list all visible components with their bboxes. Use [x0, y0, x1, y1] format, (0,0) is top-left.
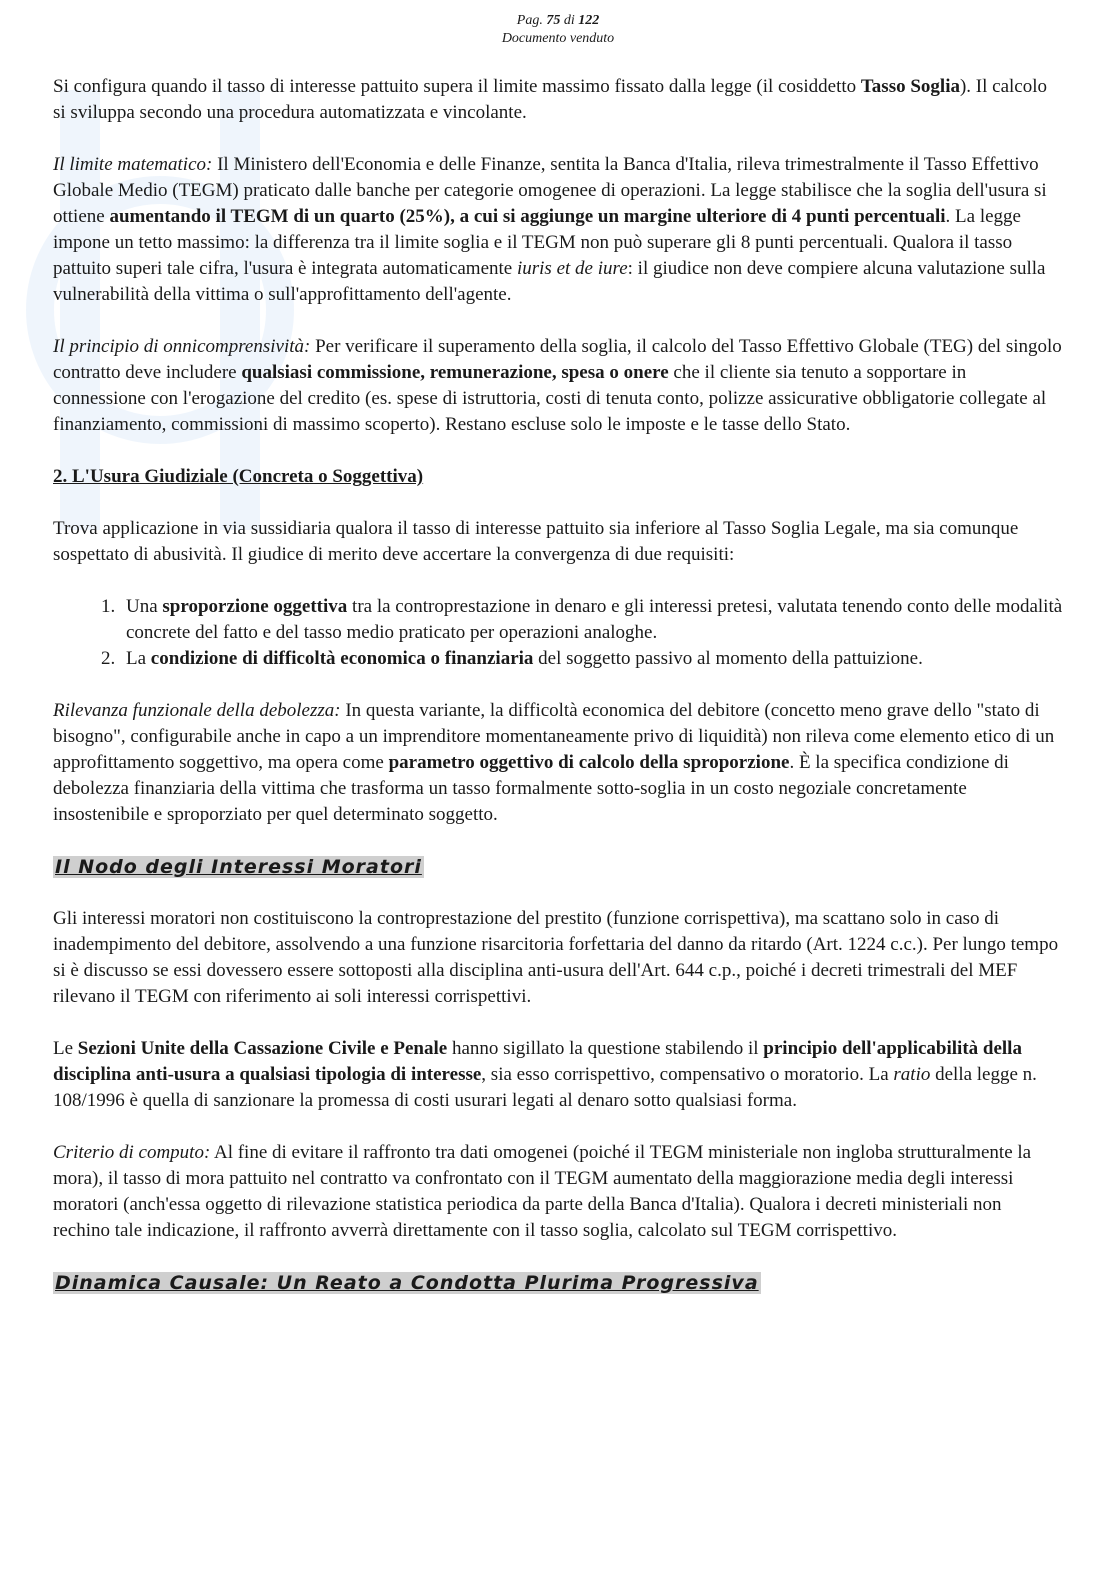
- bold-text: qualsiasi commissione, remunerazione, spesa o onere: [241, 362, 669, 383]
- text-run: Si configura quando il tasso di interesse pattuito supera il limite massimo fissato dalla legge (il cosiddetto: [53, 76, 861, 97]
- text-run: del soggetto passivo al momento della pattuizione.: [533, 648, 923, 669]
- paragraph: [53, 334, 1063, 438]
- text-run: ). Il calcolo si sviluppa secondo una procedura automatizzata e vincolante.: [53, 76, 1048, 123]
- highlighted-heading: [53, 1270, 1063, 1296]
- text-run: La: [126, 648, 151, 669]
- text-run: che il cliente sia tenuto a sopportare in connessione con l'erogazione del credito (es. spese di istruttoria, costi di tenuta conto, polizze assicurative obbligatorie collegate al finanziamento, commissioni di massimo scoperto). Restano escluse solo le imposte e le tasse dello Stato.: [53, 362, 1047, 435]
- document-status: Documento venduto: [501, 31, 615, 46]
- text-run: . È la specifica condizione di debolezza finanziaria della vittima che trasforma un tasso formalmente sotto-soglia in un costo negoziale concretamente insostenibile e sproporziato per quel determinato soggetto.: [53, 752, 1009, 825]
- text-run: Il Ministero dell'Economia e delle Finanze, sentita la Banca d'Italia, rileva trimestralmente il Tasso Effettivo Globale Medio (TEGM) praticato dalle banche per categorie omogenee di operazioni. La legge stabilisce che la soglia dell'usura si ottiene: [53, 154, 1047, 227]
- text-run: tra la controprestazione in denaro e gli interessi pretesi, valutata tenendo conto delle modalità concrete del fatto e del tasso medio praticato per operazioni analoghe.: [126, 596, 1063, 643]
- list-item: [120, 646, 1063, 672]
- bold-text: condizione di difficoltà economica o finanziaria: [150, 648, 534, 669]
- section-heading-text: 2. L'Usura Giudiziale (Concreta o Soggettiva): [53, 466, 424, 487]
- bold-text: parametro oggettivo di calcolo della sproporzione: [388, 752, 790, 773]
- paragraph: [53, 906, 1063, 1010]
- italic-text: Il limite matematico:: [53, 154, 213, 175]
- text-run: Trova applicazione in via sussidiaria qualora il tasso di interesse pattuito sia inferiore al Tasso Soglia Legale, ma sia comunque sospettato di abusività. Il giudice di merito deve accertare la convergenza di due requisiti:: [53, 518, 1019, 565]
- bold-text: sproporzione oggettiva: [162, 596, 348, 617]
- highlighted-heading-text: Il Nodo degli Interessi Moratori: [55, 856, 422, 878]
- document-body: [53, 74, 1063, 1322]
- italic-text: iuris et de iure: [516, 258, 628, 279]
- text-run: Per verificare il superamento della soglia, il calcolo del Tasso Effettivo Globale (TEG) del singolo contratto deve includere: [53, 336, 1062, 383]
- bold-text: Sezioni Unite della Cassazione Civile e Penale: [77, 1038, 448, 1059]
- text-run: Una: [126, 596, 163, 617]
- text-run: hanno sigillato la questione stabilendo il: [447, 1038, 764, 1059]
- text-run: . La legge impone un tetto massimo: la differenza tra il limite soglia e il TEGM non può superare gli 8 punti percentuali. Qualora il tasso pattuito superi tale cifra, l'usura è integrata automaticamente: [53, 206, 1021, 279]
- paragraph: [53, 74, 1063, 126]
- bold-text: aumentando il TEGM di un quarto (25%), a cui si aggiunge un margine ulteriore di 4 punti percentuali: [109, 206, 946, 227]
- bold-text: principio dell'applicabilità della disciplina anti-usura a qualsiasi tipologia di interesse: [53, 1038, 1022, 1085]
- italic-text: ratio: [893, 1064, 931, 1085]
- highlighted-heading: [53, 854, 1063, 880]
- paragraph: [53, 152, 1063, 308]
- text-run: della legge n. 108/1996 è quella di sanzionare la promessa di costi usurari legati al denaro sotto qualsiasi forma.: [53, 1064, 1037, 1111]
- italic-text: Criterio di computo:: [53, 1142, 211, 1163]
- text-run: : il giudice non deve compiere alcuna valutazione sulla vulnerabilità della vittima o sull'approfittamento dell'agente.: [53, 258, 1046, 305]
- italic-text: Rilevanza funzionale della debolezza:: [53, 700, 341, 721]
- text-run: Gli interessi moratori non costituiscono la controprestazione del prestito (funzione corrispettiva), ma scattano solo in caso di inadempimento del debitore, assolvendo a una funzione risarcitoria forfettaria del danno da ritardo (Art. 1224 c.c.). Per lungo tempo si è discusso se essi dovessero essere sottoposti alla disciplina anti-usura dell'Art. 644 c.p., poiché i decreti trimestrali del MEF rilevano il TEGM con riferimento ai soli interessi corrispettivi.: [53, 908, 1059, 1007]
- list-item: [120, 594, 1063, 646]
- section-heading: [53, 464, 1063, 490]
- text-run: Le: [53, 1038, 78, 1059]
- bold-text: Tasso Soglia: [860, 76, 960, 97]
- paragraph: [53, 1036, 1063, 1114]
- highlighted-heading-text: Dinamica Causale: Un Reato a Condotta Plurima Progressiva: [55, 1272, 759, 1294]
- requirements-list: [53, 594, 1063, 672]
- text-run: , sia esso corrispettivo, compensativo o moratorio. La: [481, 1064, 894, 1085]
- page-header: [0, 12, 1116, 48]
- paragraph: [53, 1140, 1063, 1244]
- paragraph: [53, 698, 1063, 828]
- italic-text: Il principio di onnicomprensività:: [53, 336, 311, 357]
- text-run: Al fine di evitare il raffronto tra dati omogenei (poiché il TEGM ministeriale non ingloba strutturalmente la mora), il tasso di mora pattuito nel contratto va confrontato con il TEGM aumentato della maggiorazione media degli interessi moratori (anch'essa oggetto di rilevazione statistica periodica da parte della Banca d'Italia). Qualora i decreti ministeriali non rechino tale indicazione, il raffronto avverrà direttamente con il tasso soglia, calcolato sul TEGM corrispettivo.: [53, 1142, 1032, 1241]
- text-run: In questa variante, la difficoltà economica del debitore (concetto meno grave dello "stato di bisogno", configurabile anche in capo a un imprenditore momentaneamente privo di liquidità) non rileva come elemento etico di un approfittamento soggettivo, ma opera come: [53, 700, 1055, 773]
- paragraph: [53, 516, 1063, 568]
- page-number: Pag. 75 di 122: [516, 13, 600, 28]
